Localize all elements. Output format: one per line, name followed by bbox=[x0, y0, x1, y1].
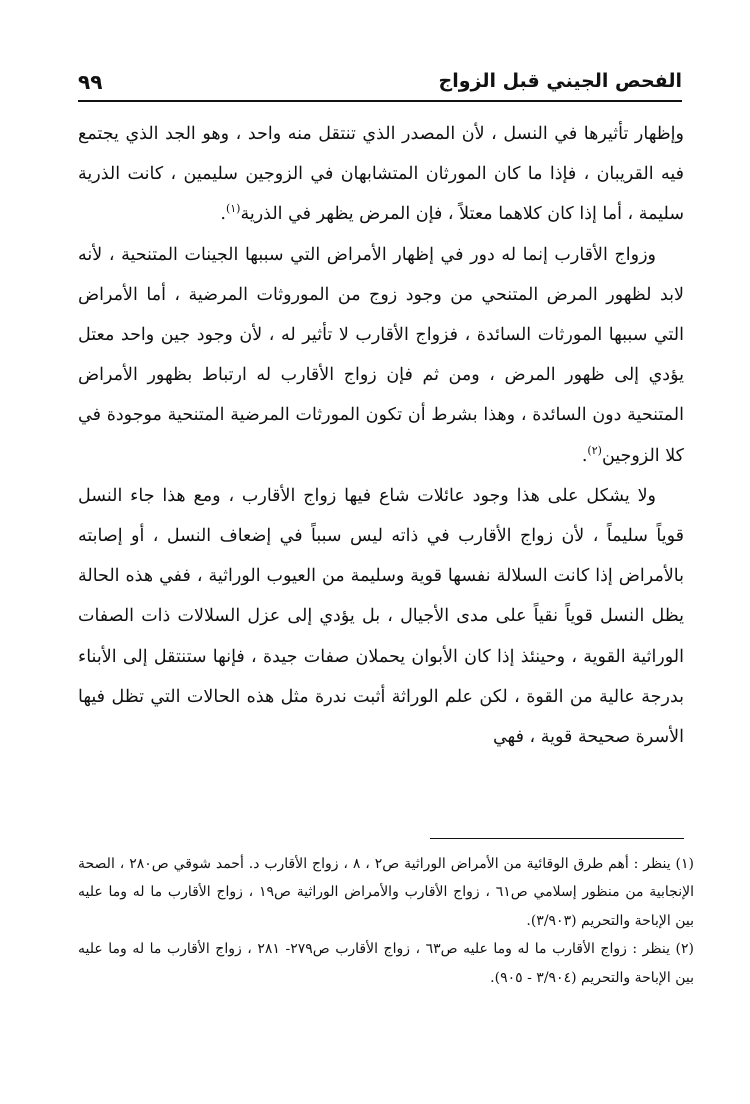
footnotes bbox=[78, 850, 694, 992]
footnote-separator bbox=[430, 838, 684, 839]
footnote-text: ينظر : زواج الأقارب ما له وما عليه ص٦٣ ، زواج الأقارب ص٢٧٩- ٢٨١ ، زواج الأقارب ما له وما عليه بين الإباحة والتحريم (٣/٩٠٤ - ٩٠٥). bbox=[78, 941, 694, 986]
footnote-2 bbox=[78, 935, 694, 992]
footnote-reference: (٢) bbox=[587, 443, 602, 457]
paragraph-2 bbox=[78, 235, 684, 476]
page-header bbox=[78, 66, 682, 102]
paragraph-end: . bbox=[581, 445, 588, 466]
paragraph-text: ولا يشكل على هذا وجود عائلات شاع فيها زواج الأقارب ، ومع هذا جاء النسل قوياً سليماً ، لأن زواج الأقارب في ذاته ليس سبباً في إضعاف النسل ، أو إصابته بالأمراض إذا كانت السلالة نفسها قوية وسليمة من العيوب الوراثية ، ففي هذه الحالة يظل النسل قوياً نقياً على مدى الأجيال ، بل يؤدي إلى عزل السلالات ذات الصفات الوراثية القوية ، وحينئذ إذا كان الأبوان يحملان صفات جيدة ، فإنها ستنتقل إلى الأبناء بدرجة عالية من القوة ، لكن علم الوراثة أثبت ندرة مثل هذه الحالات التي تظل فيها الأسرة صحيحة قوية ، فهي bbox=[78, 485, 684, 748]
footnote-text: ينظر : أهم طرق الوقائية من الأمراض الوراثية ص٢ ، ٨ ، زواج الأقارب د. أحمد شوقي ص٢٨٠ ، الصحة الإنجابية من منظور إسلامي ص٦١ ، زواج الأقارب والأمراض الوراثية ص١٩ ، زواج الأقارب ما له وما عليه بين الإباحة والتحريم (٣/٩٠٣). bbox=[78, 856, 694, 929]
paragraph-text: وزواج الأقارب إنما له دور في إظهار الأمراض التي سببها الجينات المتنحية ، لأنه لابد لظهور المرض المتنحي من وجود زوج من الموروثات المرضية ، أما الأمراض التي سببها المورثات السائدة ، فزواج الأقارب لا تأثير له ، لأن وجود جين واحد معتل يؤدي إلى ظهور المرض ، ومن ثم فإن زواج الأقارب له ارتباط بظهور الأمراض المتنحية دون السائدة ، وهذا بشرط أن تكون المورثات المرضية المتنحية موجودة في كلا الزوجين bbox=[78, 244, 684, 466]
paragraph-text: وإظهار تأثيرها في النسل ، لأن المصدر الذي تنتقل منه واحد ، وهو الجد الذي يجتمع فيه القريبان ، فإذا ما كان المورثان المتشابهان في الزوجين سليمين ، كانت الذرية سليمة ، أما إذا كان كلاهما معتلاً ، فإن المرض يظهر في الذرية bbox=[78, 124, 684, 225]
running-title: الفحص الجيني قبل الزواج bbox=[438, 70, 682, 92]
main-text bbox=[78, 114, 684, 757]
paragraph-1 bbox=[78, 114, 684, 235]
header-rule bbox=[78, 100, 682, 102]
page-number: ٩٩ bbox=[78, 70, 103, 94]
footnote-1 bbox=[78, 850, 694, 935]
paragraph-end: . bbox=[220, 204, 226, 225]
footnote-reference: (١) bbox=[225, 202, 241, 216]
footnote-number: (١) bbox=[675, 856, 695, 872]
paragraph-3 bbox=[78, 476, 684, 757]
footnote-number: (٢) bbox=[675, 941, 695, 958]
